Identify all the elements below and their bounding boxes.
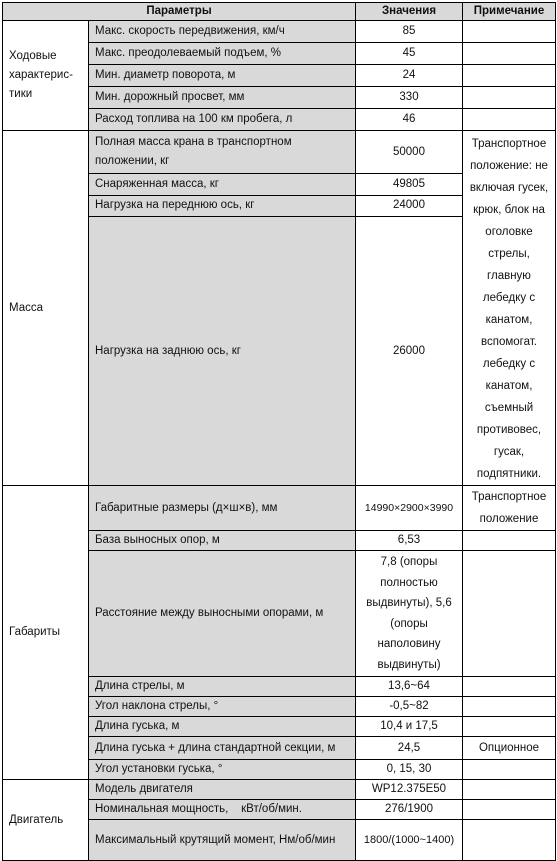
- param-cell: Полная масса крана в транспортном положении, кг: [89, 131, 356, 174]
- value-cell: WP12.375E50: [356, 780, 463, 800]
- value-cell: 49805: [356, 174, 463, 196]
- note-cell: [463, 21, 556, 43]
- note-cell: [463, 65, 556, 87]
- value-cell: 13,6~64: [356, 677, 463, 697]
- value-cell: 24000: [356, 195, 463, 217]
- value-cell: 330: [356, 87, 463, 109]
- table-row: [3, 780, 556, 800]
- note-cell: [463, 551, 556, 677]
- note-cell: [463, 43, 556, 65]
- note-cell: [463, 820, 556, 861]
- note-cell: [463, 800, 556, 820]
- value-cell: 14990×2900×3990: [356, 486, 463, 531]
- param-cell: Максимальный крутящий момент, Нм/об/мин: [89, 820, 356, 861]
- value-cell: 0, 15, 30: [356, 760, 463, 780]
- note-cell: [463, 677, 556, 697]
- header-row: [3, 3, 556, 21]
- value-cell: 26000: [356, 217, 463, 486]
- table-row: [3, 486, 556, 531]
- param-cell: База выносных опор, м: [89, 531, 356, 551]
- header-note: Примечание: [463, 3, 556, 21]
- param-cell: Нагрузка на переднюю ось, кг: [89, 195, 356, 217]
- note-cell: [463, 531, 556, 551]
- note-cell: [463, 780, 556, 800]
- category-gabarity: Габариты: [3, 486, 89, 780]
- note-cell: [463, 697, 556, 717]
- param-cell: Мин. дорожный просвет, мм: [89, 87, 356, 109]
- value-cell: 46: [356, 109, 463, 131]
- value-cell: 24: [356, 65, 463, 87]
- param-cell: Длина гуська + длина стандартной секции, м: [89, 737, 356, 760]
- note-cell: Транспортное положение: [463, 486, 556, 531]
- value-cell: -0,5~82: [356, 697, 463, 717]
- value-cell: 276/1900: [356, 800, 463, 820]
- note-cell: Опционное: [463, 737, 556, 760]
- value-cell: 45: [356, 43, 463, 65]
- value-cell: 50000: [356, 131, 463, 174]
- param-cell: Расход топлива на 100 км пробега, л: [89, 109, 356, 131]
- value-cell: 85: [356, 21, 463, 43]
- note-cell: [463, 760, 556, 780]
- param-cell: Мин. диаметр поворота, м: [89, 65, 356, 87]
- param-cell: Макс. скорость передвижения, км/ч: [89, 21, 356, 43]
- category-hodovye: Ходовые характерис-тики: [3, 21, 89, 131]
- note-cell: [463, 109, 556, 131]
- param-cell: Длина гуська, м: [89, 717, 356, 737]
- value-cell: 10,4 и 17,5: [356, 717, 463, 737]
- category-dvigatel: Двигатель: [3, 780, 89, 861]
- specs-table: [2, 2, 556, 861]
- note-cell: [463, 717, 556, 737]
- param-cell: Макс. преодолеваемый подъем, %: [89, 43, 356, 65]
- value-cell: 7,8 (опоры полностью выдвинуты), 5,6 (опоры наполовину выдвинуты): [356, 551, 463, 677]
- param-cell: Нагрузка на заднюю ось, кг: [89, 217, 356, 486]
- param-cell: Номинальная мощность, кВт/об/мин.: [89, 800, 356, 820]
- param-cell: Габаритные размеры (д×ш×в), мм: [89, 486, 356, 531]
- category-massa: Масса: [3, 131, 89, 486]
- param-cell: Расстояние между выносными опорами, м: [89, 551, 356, 677]
- table-row: [3, 21, 556, 43]
- header-values: Значения: [356, 3, 463, 21]
- param-cell: Модель двигателя: [89, 780, 356, 800]
- note-cell-massa: Транспортное положение: не включая гусек, крюк, блок на оголовке стрелы, главную лебедку с канатом, вспомогат. лебедку с канатом, съемный противовес, гусак, подпятники.: [463, 131, 556, 486]
- value-cell: 6,53: [356, 531, 463, 551]
- param-cell: Угол наклона стрелы, °: [89, 697, 356, 717]
- value-cell: 1800/(1000~1400): [356, 820, 463, 861]
- table-row: [3, 131, 556, 174]
- param-cell: Угол установки гуська, °: [89, 760, 356, 780]
- param-cell: Снаряженная масса, кг: [89, 174, 356, 196]
- param-cell: Длина стрелы, м: [89, 677, 356, 697]
- note-cell: [463, 87, 556, 109]
- value-cell: 24,5: [356, 737, 463, 760]
- header-parameters: Параметры: [3, 3, 356, 21]
